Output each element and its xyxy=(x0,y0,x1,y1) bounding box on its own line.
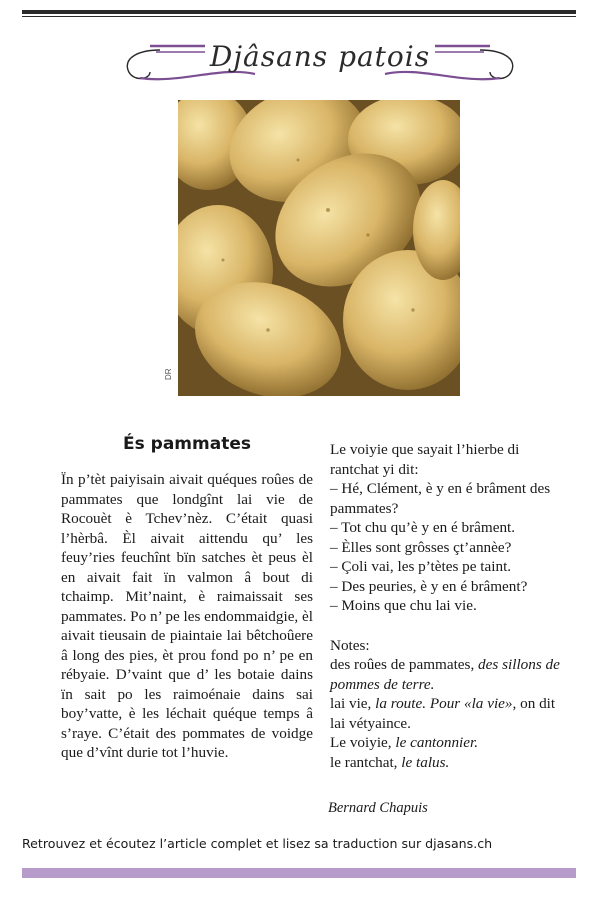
note-item: lai vie, la route. Pour «la vie», on dit lai vétyaince. xyxy=(330,695,556,732)
potatoes-photo xyxy=(178,100,460,396)
footer-link-text: Retrouvez et écoutez l’article complet et lisez sa traduction sur djasans.ch xyxy=(22,836,493,851)
note-item: Le voiyie, le cantonnier. xyxy=(330,734,479,751)
article-title: És pammates xyxy=(123,434,251,454)
note-item: des roûes de pammates, des sillons de pommes de terre. xyxy=(330,656,560,693)
dialogue-line: – Hé, Clément, è y en é brâment des pammates? xyxy=(330,480,551,517)
dialogue-line: – Des peuries, è y en é brâment? xyxy=(330,577,528,595)
bottom-accent-bar xyxy=(22,868,576,878)
dialogue-line: – Moins que chu lai vie. xyxy=(330,597,477,614)
banner-title: Djâsans patois xyxy=(209,40,431,73)
section-banner xyxy=(120,28,520,90)
top-rule-thin xyxy=(22,16,576,17)
author-signature: Bernard Chapuis xyxy=(328,800,428,816)
dialogue-line: – Èlles sont grôsses çt’annèe? xyxy=(330,538,512,556)
photo-credit: DR xyxy=(164,368,173,380)
left-column xyxy=(61,470,313,763)
right-intro: Le voiyie que sayait l’hierbe di rantchat yi dit: xyxy=(330,441,520,478)
note-item: le rantchat, le talus. xyxy=(330,753,450,771)
right-column xyxy=(330,440,572,772)
left-paragraph: Ïn p’tèt paiyisain aivait quéques roûes de pammates que londgînt lai vie de Rocouèt è Tchev’nèz. C’était quasi l’hèrbâ. Èl aivait aittendu qu’ les feuy’ries feuchînt bïn satches èt peus èl en aivait fait ïn valmon â bout di tchaimp. Mit’naint, è raimaissait ses pammates. Po n’ pe les endommaidgie, èl aivait tieusain de piaintaie lai bêtchoûere â long des pies, èt prou fond po n’ pe en rébyaie. D’vaint que d’ les botaie dains ïn sait po les raimoénaie dains sai boy’vatte, è les léchait quéque temps â s’raye. C’était des pommates de voidge que d’vînt durie tot l’huvie. xyxy=(61,471,313,761)
dialogue-line: – Tot chu qu’è y en é brâment. xyxy=(330,519,516,536)
dialogue-line: – Çoli vai, les p’tètes pe taint. xyxy=(330,558,512,575)
notes-label: Notes: xyxy=(330,636,370,654)
top-rule xyxy=(22,10,576,14)
